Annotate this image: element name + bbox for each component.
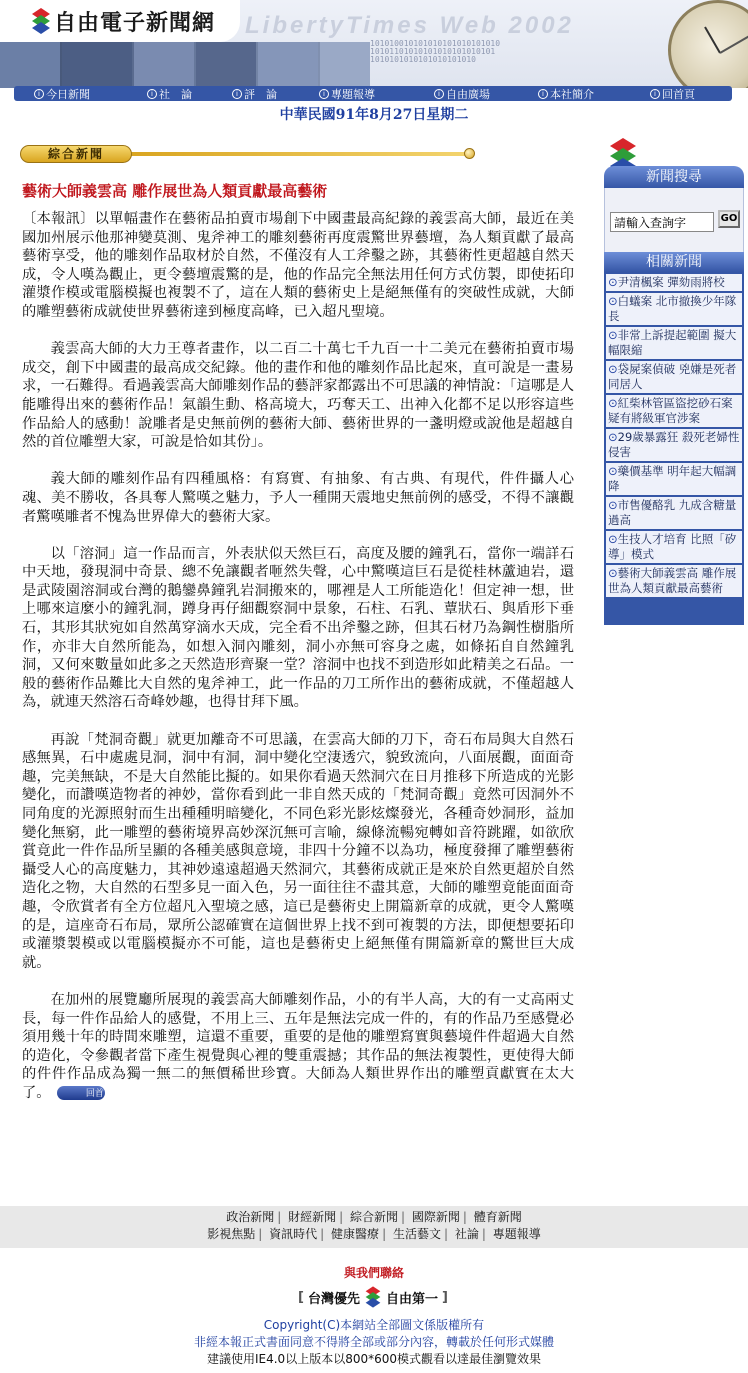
header-wordmark: LibertyTimes Web 2002 xyxy=(245,12,574,39)
footer-link[interactable]: 影視焦點 xyxy=(207,1227,256,1241)
copyright-text: Copyright(C)本網站全部圖文係版權所有 xyxy=(263,1318,485,1332)
footer-link[interactable]: 財經新聞 xyxy=(288,1210,337,1224)
footer-link[interactable]: 體育新聞 xyxy=(473,1210,522,1224)
copyright-notice: 非經本報正式書面同意不得將全部或部分內容，轉載於任何形式媒體 xyxy=(193,1335,554,1349)
section-divider xyxy=(130,152,470,156)
browser-notice: 建議使用IE4.0以上版本以800*600模式觀看以達最佳瀏覽效果 xyxy=(206,1352,541,1366)
main-nav xyxy=(14,86,732,101)
page-date: 中華民國91年8月27日星期二 xyxy=(279,107,469,123)
footer-link[interactable]: 資訊時代 xyxy=(269,1227,318,1241)
footer-link[interactable]: 國際新聞 xyxy=(411,1210,460,1224)
info-icon: i xyxy=(434,89,444,99)
article-paragraph: 〔本報訊〕以單幅畫作在藝術品拍賣市場創下中國畫最高紀錄的義雲高大師，最近在美國加州展示他那神變莫測、鬼斧神工的雕刻藝術再度震驚世界藝壇，為人類貢獻了最高藝術享受，他的雕刻作品取材於自然，不僅沒有人工斧鑿之跡，其藝術性更超越自然天成，令人嘆為觀止，更令藝壇震驚的是，他的作品完全無法用任何方式仿製，即使拓印灌漿作模或電腦模擬也複製不了，這在人類的藝術史上是絕無僅有的突破性成就，大師的雕塑藝術成就使世界藝術達到極度高峰，已入超凡聖境。 xyxy=(22,211,574,320)
circle-dot-icon: ⊙ xyxy=(608,275,618,289)
slogan-left: 台灣優先 xyxy=(307,1291,360,1307)
circle-dot-icon: ⊙ xyxy=(608,532,618,546)
info-icon: i xyxy=(538,89,548,99)
circle-dot-icon: ⊙ xyxy=(608,566,618,580)
related-news-item[interactable]: ⊙市售優酪乳 九成含糖量過高 xyxy=(606,497,742,531)
slogan: [ 台灣優先 自由第一 ] xyxy=(278,1283,468,1311)
info-icon: i xyxy=(232,89,242,99)
contact-link[interactable]: 與我們聯絡 xyxy=(343,1266,404,1280)
circle-dot-icon: ⊙ xyxy=(608,396,618,410)
search-title: 新聞搜尋 xyxy=(604,166,744,188)
search-input[interactable] xyxy=(610,212,714,232)
section-dot-icon xyxy=(464,148,475,159)
related-news-item[interactable]: ⊙白蟻案 北市撤換少年隊長 xyxy=(606,293,742,327)
footer-link[interactable]: 社論 xyxy=(454,1227,479,1241)
nav-liberty-square[interactable]: i 自由廣場 xyxy=(434,86,490,101)
binary-decoration: 101010010101010101010101010 10101101010101010101010101 1010101010101010101010 xyxy=(370,39,501,64)
related-news-list xyxy=(604,272,744,625)
circle-dot-icon: ⊙ xyxy=(608,464,618,478)
circle-dot-icon: ⊙ xyxy=(608,362,618,376)
nav-today-news[interactable]: i 今日新聞 xyxy=(34,86,90,101)
article-paragraph: 再說「梵洞奇觀」就更加離奇不可思議，在雲高大師的刀下，奇石布局與大自然石感無異，石中處處見洞，洞中有洞，洞中變化空淒透穴，貌致流向，八面展觀，面面奇趣，完美無缺，不是大自然能比擬的。如果你看過天然洞穴在日月推移下所造成的光影變化，而讚嘆造物者的神妙，當你看到此一非自然天成的「梵洞奇觀」竟然可因洞外不同角度的光源照射而生出種種明暗變化，不同色彩光影炫燦發光，各種奇妙洞形，益加變化無窮，此一雕塑的藝術境界高妙深沉無可言喻，線條流暢宛轉如音符跳躍，如欲欣賞竟此一件作品所呈顯的各種美感與意境，非四十分鐘不以為功，極度發揮了雕塑藝術攝受人心的高度魅力，其神妙遠遠超過天然洞穴，其藝術成就正是來於自然更超於自然造化之物，大自然的石型多見一面入色，另一面往往不盡其意，大師的雕塑竟能面面奇趣，令欣賞者有全方位超凡入聖境之感，這已是藝術史上開篇新章的成就，更令人驚嘆的是，這座奇石布局，眾所公認確實在這個世界上找不到可複製的方法，即便想要拓印或灌漿製模或以電腦模擬亦不可能，這也是藝術史上絕無僅有開篇新章的驚世巨大成就。 xyxy=(22,731,574,971)
article-paragraph: 義大師的雕刻作品有四種風格：有寫實、有抽象、有古典、有現代，件件攝人心魂、美不勝收，各具奪人驚嘆之魅力，予人一種開天震地史無前例的感受，不得不讓觀者驚嘆雕者不愧為世界偉大的藝術大家。 xyxy=(22,471,574,525)
article-paragraph: 義雲高大師的大力王尊者畫作，以二百二十萬七千九百一十二美元在藝術拍賣市場成交，創下中國畫的最高成交紀錄。他的畫作和他的雕刻作品比起來，直可說是一畫易求，一石難得。看過義雲高大師雕刻作品的藝評家都露出不可思議的神情說：「這哪是人能雕得出來的藝術作品！氣韻生動、格高境大，巧奪天工、出神入化都不足以形容這些作品給人的感動！說雕者是史無前例的藝術大師、藝術世界的一盞明燈或說他是超越自然的首位雕塑大家，可說是恰如其份」。 xyxy=(22,341,574,451)
related-news-item[interactable]: ⊙尹清楓案 彈劾雨將校 xyxy=(606,274,742,293)
info-icon: i xyxy=(147,89,157,99)
related-news-footer xyxy=(606,599,742,625)
nav-about[interactable]: i 本社簡介 xyxy=(538,86,594,101)
site-header xyxy=(0,0,748,88)
circle-dot-icon: ⊙ xyxy=(608,328,618,342)
footer-link[interactable]: 專題報導 xyxy=(492,1227,541,1241)
liberty-logo-icon xyxy=(364,1286,382,1308)
footer-link[interactable]: 綜合新聞 xyxy=(349,1210,398,1224)
search-panel xyxy=(604,188,744,252)
header-photo-strip xyxy=(0,42,370,88)
related-news-item[interactable]: ⊙袋屍案偵破 兇嫌是死者同居人 xyxy=(606,361,742,395)
circle-dot-icon: ⊙ xyxy=(608,430,618,444)
footer-link[interactable]: 健康醫療 xyxy=(331,1227,380,1241)
footer-links xyxy=(0,1206,748,1248)
slogan-right: 自由第一 xyxy=(386,1291,439,1307)
article-body xyxy=(22,210,574,1121)
go-button[interactable]: GO xyxy=(718,210,740,228)
section-label: 綜合新聞 xyxy=(20,145,132,163)
info-icon: i xyxy=(319,89,329,99)
related-news-item[interactable]: ⊙非常上訴提起範圍 擬大幅限縮 xyxy=(606,327,742,361)
liberty-logo-icon xyxy=(30,8,52,34)
footer-links-row: 影視焦點 | 資訊時代 | 健康醫療 | 生活藝文 | 社論 | 專題報導 xyxy=(207,1227,541,1241)
clock-icon xyxy=(668,0,748,88)
related-news-item[interactable]: ⊙生技人才培育 比照「矽導」模式 xyxy=(606,531,742,565)
related-news-title: 相關新聞 xyxy=(604,252,744,272)
info-icon: i xyxy=(34,89,44,99)
logo-area[interactable] xyxy=(0,0,240,42)
nav-commentary[interactable]: i 評 論 xyxy=(232,86,277,101)
footer-links-row: 政治新聞 | 財經新聞 | 綜合新聞 | 國際新聞 | 體育新聞 xyxy=(226,1210,522,1224)
related-news-item[interactable]: ⊙紅柴林管區盜挖砂石案 疑有將級軍官涉案 xyxy=(606,395,742,429)
nav-editorial[interactable]: i 社 論 xyxy=(147,86,192,101)
circle-dot-icon: ⊙ xyxy=(608,498,618,512)
footer-link[interactable]: 生活藝文 xyxy=(392,1227,441,1241)
nav-home[interactable]: i 回首頁 xyxy=(650,86,695,101)
info-icon: i xyxy=(650,89,660,99)
article-headline: 藝術大師義雲高 雕作展世為人類貢獻最高藝術 xyxy=(22,182,328,200)
related-news-item[interactable]: ⊙藥價基準 明年起大幅調降 xyxy=(606,463,742,497)
back-home-button[interactable]: 回首頁 xyxy=(57,1086,105,1100)
related-news-item[interactable]: ⊙藝術大師義雲高 雕作展世為人類貢獻最高藝術 xyxy=(606,565,742,599)
footer-link[interactable]: 政治新聞 xyxy=(226,1210,275,1224)
section-banner xyxy=(20,145,465,163)
nav-special-reports[interactable]: i 專題報導 xyxy=(319,86,375,101)
article-paragraph: 以「溶洞」這一作品而言，外表狀似天然巨石，高度及腰的鐘乳石，當你一端詳石中天地，發現洞中奇景、總不免讓觀者咂然失聲，心中驚嘆這巨石是從桂林蘆迪岩，還是武陵園溶洞或台灣的鵝鑾鼻鐘乳岩洞搬來的，哪裡是人工所能造化！但定神一想，世上哪來這麼小的鐘乳洞，蹲身再仔細觀察洞中景象，石柱、石乳、蕈狀石、與盾形下垂石，其形其狀宛如自然萬穿滴水天成，完全看不出斧鑿之跡，但其石材乃為鋼性樹脂所作，亦非大自然所能為，如想入洞內雕刻，洞小亦無可容身之處，如條拓自自然鐘乳洞，又何來數量如此多之天然造形齊聚一堂？溶洞中也找不到造形如此精美之石品。一般的藝術作品難比大自然的鬼斧神工，此一作品的刀工所作出的藝術成就，不僅超越人為，就連天然溶石奇峰妙趣，也得甘拜下風。 xyxy=(22,545,574,711)
logo-text: 自由電子新聞網 xyxy=(54,10,216,36)
circle-dot-icon: ⊙ xyxy=(608,294,618,308)
article-paragraph: 在加州的展覽廳所展現的義雲高大師雕刻作品，小的有半人高，大的有一丈高兩丈長，每一件作品給人的感覺，不用上三、五年是無法完成一件的，有的作品乃至感覺必須用幾十年的時間來雕塑，這還不重要，重要的是他的雕塑寫實與藝境件件超過大自然的造化，令參觀者當下產生視覺與心裡的雙重震撼；其作品的無法複製性，更使得大師的件件作品成為獨一無二的無價稀世珍寶。大師為人類世界作出的雕塑貢獻實在太大了。 回首頁 xyxy=(22,991,574,1112)
related-news-item[interactable]: ⊙29歲暴露狂 殺死老婦性侵害 xyxy=(606,429,742,463)
